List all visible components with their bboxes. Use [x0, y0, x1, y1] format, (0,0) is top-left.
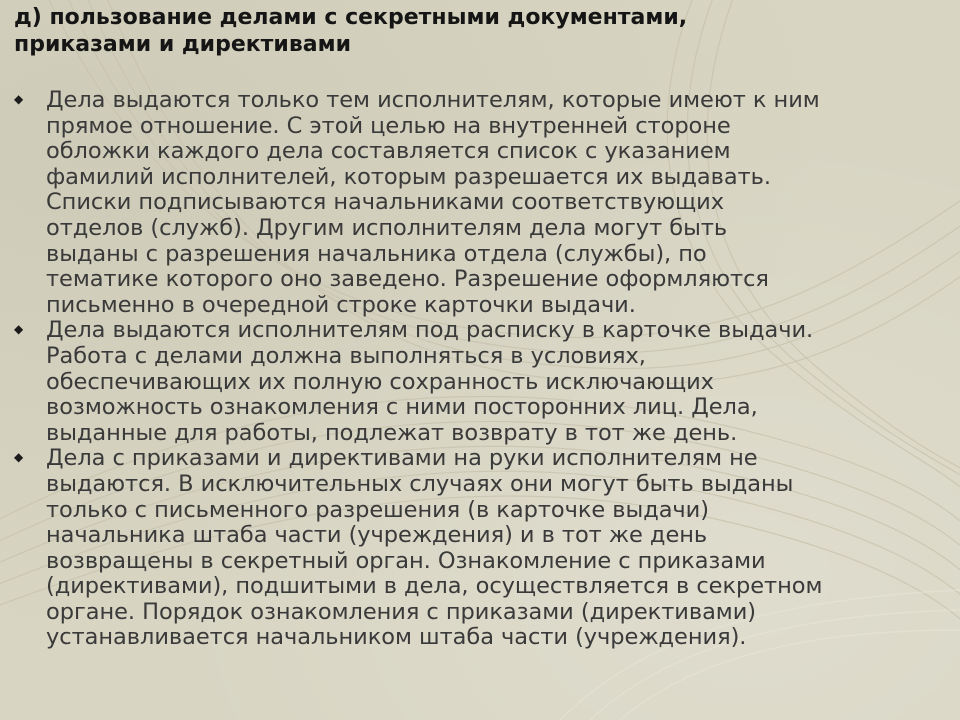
bullet-item	[14, 446, 950, 651]
bullet-item	[14, 318, 950, 446]
diamond-bullet-icon: ◆	[14, 322, 24, 337]
bullet-list	[14, 88, 950, 651]
bullet-text: Дела выдаются исполнителям под расписку в карточке выдачи. Работа с делами должна выполняться в условиях, обеспечивающих их полную сохранность исключающих возможность ознакомления с ними посторонних лиц. Дела, выданные для работы, подлежат возврату в тот же день.	[46, 317, 814, 446]
diamond-bullet-icon: ◆	[14, 450, 24, 465]
diamond-bullet-icon: ◆	[14, 92, 24, 106]
slide-title	[14, 4, 914, 58]
slide-title-text: д) пользование делами с секретными документами, приказами и директивами	[14, 5, 688, 57]
bullet-text: Дела выдаются только тем исполнителям, которые имеют к ним прямое отношение. С этой целью на внутренней стороне обложки каждого дела составляется список с указанием фамилий исполнителей, которым разрешается их выдавать. Списки подписываются начальниками соответствующих отделов (служб). Другим исполнителям дела могут быть выданы с разрешения начальника отдела (службы), по тематике которого оно заведено. Разрешение оформляются письменно в очередной строке карточки выдачи.	[46, 87, 820, 318]
bullet-text: Дела с приказами и директивами на руки исполнителям не выдаются. В исключительных случаях они могут быть выданы только с письменного разрешения (в карточке выдачи) начальника штаба части (учреждения) и в тот же день возвращены в секретный орган. Ознакомление с приказами (директивами), подшитыми в дела, осуществляется в секретном органе. Порядок ознакомления с приказами (директивами) устанавливается начальником штаба части (учреждения).	[46, 445, 823, 651]
bullet-item	[14, 88, 950, 318]
